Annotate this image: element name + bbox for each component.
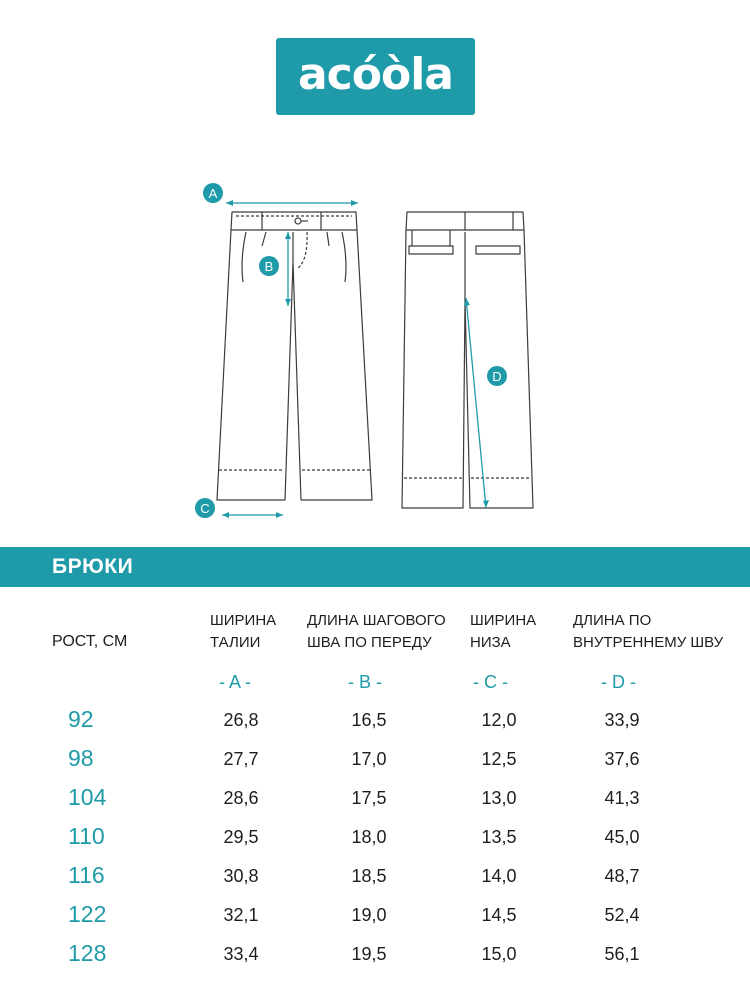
svg-text:A: A [208,186,218,201]
value-d: 56,1 [604,944,640,964]
value-a: 33,4 [223,944,259,964]
header-col-a: ШИРИНА ТАЛИИ [210,612,277,651]
header-height: РОСТ, СМ [52,633,128,650]
value-b: 16,5 [351,710,387,730]
value-d: 48,7 [604,866,640,886]
value-a: 32,1 [223,905,259,925]
section-banner [0,547,750,587]
size-cell: 110 [68,823,105,849]
table-row [0,862,750,901]
table-row [0,745,750,784]
value-d: 33,9 [604,710,640,730]
value-b: 18,5 [351,866,387,886]
size-cell: 116 [68,862,105,888]
pants-front-drawing [217,212,372,500]
column-letter-a: - A - [219,672,252,692]
table-row [0,784,750,823]
value-c: 14,5 [481,905,517,925]
logo-text: acóòla [297,48,453,100]
value-a: 27,7 [223,749,259,769]
marker-d [487,366,507,386]
value-c: 12,5 [481,749,517,769]
marker-b [259,256,279,276]
size-cell: 128 [68,940,107,966]
value-c: 14,0 [481,866,517,886]
pants-back-drawing [402,212,533,508]
svg-text:B: B [264,259,274,274]
marker-c [195,498,215,518]
value-c: 13,5 [481,827,517,847]
svg-text:D: D [492,369,502,384]
value-d: 52,4 [604,905,640,925]
value-b: 19,5 [351,944,387,964]
value-d: 37,6 [604,749,640,769]
svg-text:C: C [200,501,210,516]
value-a: 28,6 [223,788,259,808]
size-cell: 98 [68,745,94,771]
value-b: 17,0 [351,749,387,769]
header-col-d: ДЛИНА ПО ВНУТРЕННЕМУ ШВУ [573,612,724,651]
table-row [0,706,750,745]
value-b: 17,5 [351,788,387,808]
column-letter-c: - C - [473,672,508,692]
table-row [0,901,750,940]
table-row [0,823,750,862]
value-c: 15,0 [481,944,517,964]
column-letter-d: - D - [601,672,636,692]
product-title: БРЮКИ [52,555,134,578]
value-c: 12,0 [481,710,517,730]
value-c: 13,0 [481,788,517,808]
marker-a [203,183,223,203]
size-cell: 104 [68,784,107,810]
value-b: 18,0 [351,827,387,847]
value-a: 30,8 [223,866,259,886]
size-cell: 92 [68,706,94,732]
header-col-b: ДЛИНА ШАГОВОГО ШВА ПО ПЕРЕДУ [307,612,446,651]
value-a: 29,5 [223,827,259,847]
size-cell: 122 [68,901,107,927]
value-d: 45,0 [604,827,640,847]
value-b: 19,0 [351,905,387,925]
header-col-c: ШИРИНА НИЗА [470,612,537,651]
table-row [0,940,750,979]
column-letter-b: - B - [348,672,382,692]
value-d: 41,3 [604,788,640,808]
value-a: 26,8 [223,710,259,730]
